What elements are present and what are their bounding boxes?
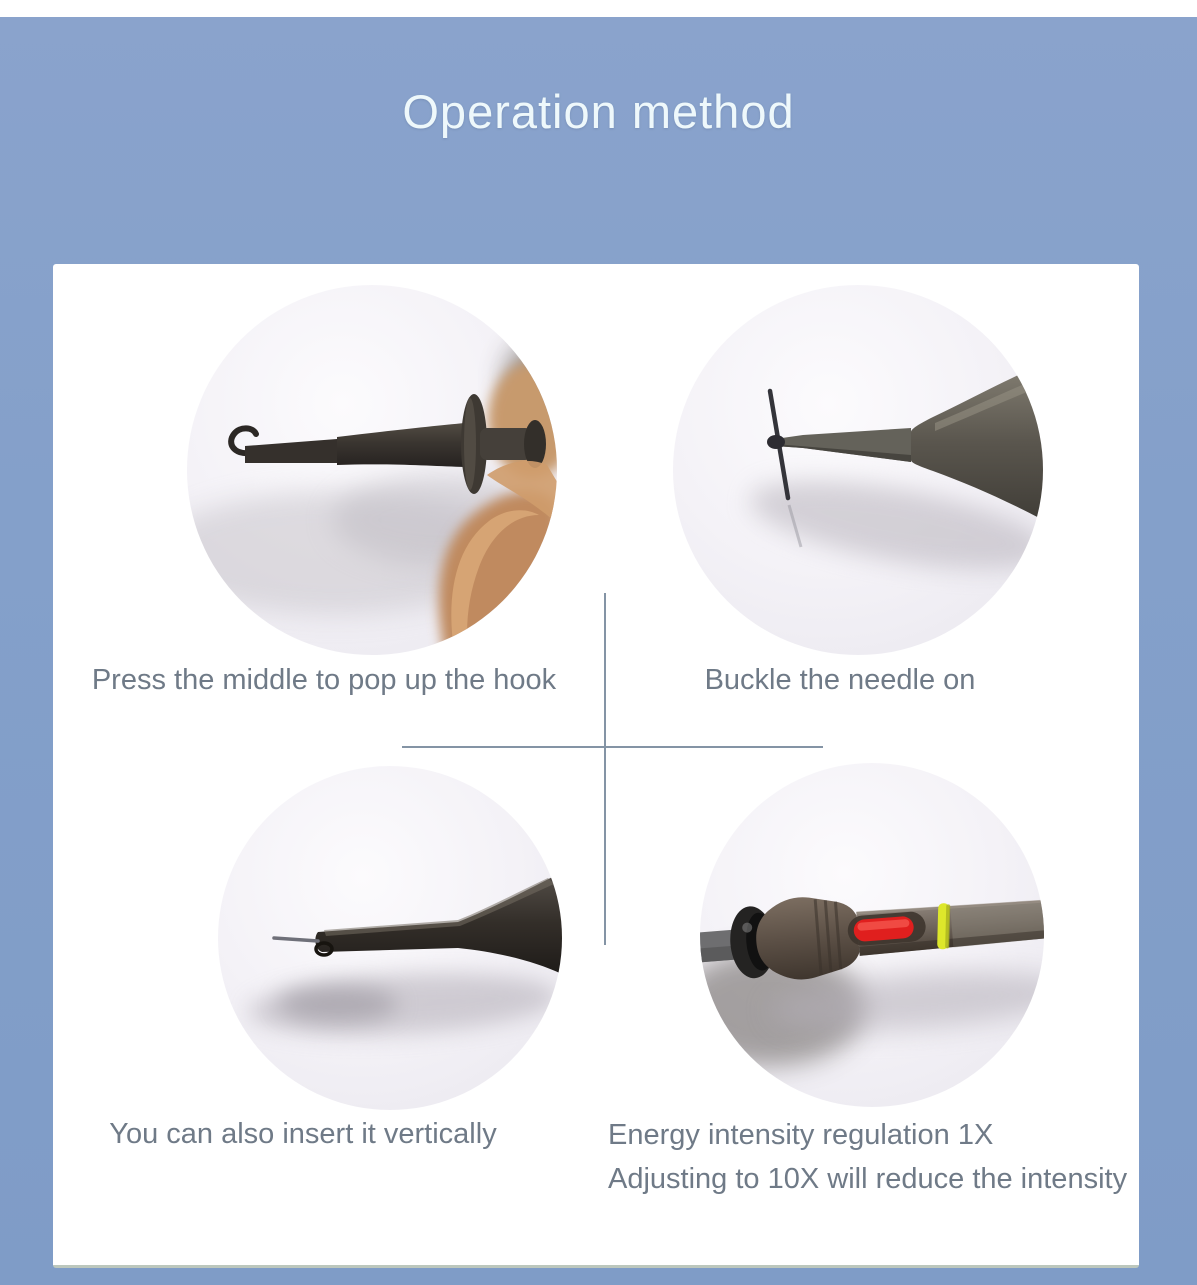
hook-probe-illustration-icon (187, 285, 557, 655)
instruction-card (53, 264, 1139, 1268)
caption-step-2: Buckle the needle on (704, 664, 976, 696)
photo-attenuation-switch (700, 763, 1044, 1107)
needle-buckle-illustration-icon (673, 285, 1043, 655)
divider-horizontal-line (402, 746, 823, 748)
caption-step-3: You can also insert it vertically (109, 1118, 497, 1150)
photo-press-middle-pop-hook (187, 285, 557, 655)
probe-pen-illustration-icon (700, 763, 1044, 1107)
page-title: Operation method (402, 85, 795, 138)
photo-buckle-needle (673, 285, 1043, 655)
divider-vertical-line (604, 593, 606, 945)
caption-step-4-line-2: Adjusting to 10X will reduce the intensity (608, 1163, 1128, 1195)
vertical-insert-illustration-icon (218, 766, 562, 1110)
caption-step-4-line-1: Energy intensity regulation 1X (608, 1119, 994, 1151)
photo-insert-vertically (218, 766, 562, 1110)
caption-step-4 (608, 1113, 1127, 1201)
top-strip (0, 0, 1197, 17)
caption-step-1: Press the middle to pop up the hook (91, 664, 557, 696)
needle-icon (274, 938, 318, 941)
